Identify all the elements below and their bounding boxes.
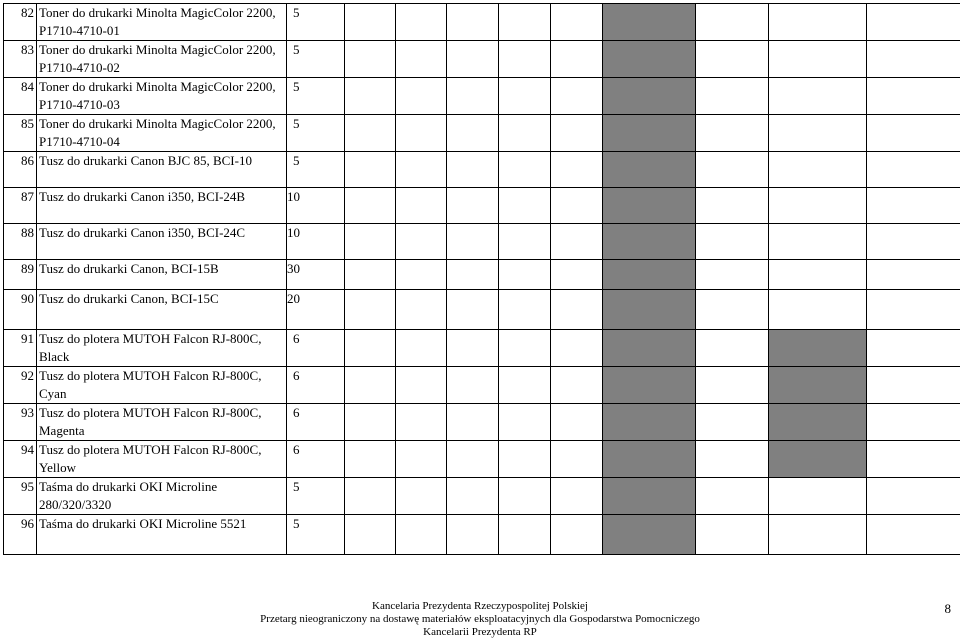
table-row bbox=[4, 478, 960, 515]
empty-cell bbox=[447, 115, 499, 152]
empty-cell bbox=[867, 404, 960, 441]
footer-line-1: Kancelaria Prezydenta Rzeczypospolitej Polskiej bbox=[372, 600, 588, 612]
empty-cell bbox=[447, 290, 499, 330]
shaded-cell bbox=[769, 367, 867, 404]
shaded-cell bbox=[603, 367, 696, 404]
empty-cell bbox=[551, 78, 603, 115]
footer-line-3: Kancelarii Prezydenta RP bbox=[423, 626, 537, 638]
empty-cell bbox=[769, 290, 867, 330]
shaded-cell bbox=[603, 115, 696, 152]
empty-cell bbox=[499, 478, 551, 515]
empty-cell bbox=[867, 188, 960, 224]
empty-cell bbox=[696, 152, 769, 188]
empty-cell bbox=[499, 404, 551, 441]
empty-cell bbox=[447, 260, 499, 290]
empty-cell bbox=[499, 188, 551, 224]
item-quantity: 5 bbox=[287, 41, 345, 78]
row-number: 92 bbox=[4, 367, 37, 404]
empty-cell bbox=[396, 478, 447, 515]
empty-cell bbox=[696, 441, 769, 478]
empty-cell bbox=[867, 224, 960, 260]
empty-cell bbox=[396, 404, 447, 441]
shaded-cell bbox=[769, 330, 867, 367]
empty-cell bbox=[499, 224, 551, 260]
empty-cell bbox=[396, 441, 447, 478]
row-number: 93 bbox=[4, 404, 37, 441]
empty-cell bbox=[867, 290, 960, 330]
table-row bbox=[4, 152, 960, 188]
empty-cell bbox=[396, 224, 447, 260]
shaded-cell bbox=[603, 78, 696, 115]
shaded-cell bbox=[603, 260, 696, 290]
item-quantity: 5 bbox=[287, 515, 345, 555]
empty-cell bbox=[867, 41, 960, 78]
empty-cell bbox=[769, 478, 867, 515]
item-quantity: 6 bbox=[287, 367, 345, 404]
item-quantity: 5 bbox=[287, 152, 345, 188]
page-number: 8 bbox=[944, 601, 951, 616]
item-description: Tusz do drukarki Canon i350, BCI-24B bbox=[37, 188, 287, 224]
empty-cell bbox=[696, 4, 769, 41]
empty-cell bbox=[345, 78, 396, 115]
empty-cell bbox=[499, 290, 551, 330]
empty-cell bbox=[867, 515, 960, 555]
empty-cell bbox=[396, 115, 447, 152]
empty-cell bbox=[447, 367, 499, 404]
item-description: Tusz do plotera MUTOH Falcon RJ-800C, Yellow bbox=[37, 441, 287, 478]
empty-cell bbox=[396, 41, 447, 78]
empty-cell bbox=[696, 78, 769, 115]
empty-cell bbox=[396, 152, 447, 188]
row-number: 89 bbox=[4, 260, 37, 290]
item-description: Toner do drukarki Minolta MagicColor 2200, P1710-4710-04 bbox=[37, 115, 287, 152]
empty-cell bbox=[551, 260, 603, 290]
shaded-cell bbox=[603, 188, 696, 224]
empty-cell bbox=[696, 478, 769, 515]
row-number: 84 bbox=[4, 78, 37, 115]
row-number: 90 bbox=[4, 290, 37, 330]
shaded-cell bbox=[603, 4, 696, 41]
empty-cell bbox=[551, 404, 603, 441]
page-footer bbox=[0, 598, 960, 640]
empty-cell bbox=[345, 152, 396, 188]
empty-cell bbox=[499, 260, 551, 290]
empty-cell bbox=[696, 188, 769, 224]
empty-cell bbox=[551, 290, 603, 330]
item-quantity: 10 bbox=[287, 224, 345, 260]
empty-cell bbox=[867, 115, 960, 152]
empty-cell bbox=[447, 188, 499, 224]
empty-cell bbox=[551, 441, 603, 478]
item-description: Taśma do drukarki OKI Microline 5521 bbox=[37, 515, 287, 555]
row-number: 95 bbox=[4, 478, 37, 515]
empty-cell bbox=[447, 152, 499, 188]
empty-cell bbox=[447, 478, 499, 515]
empty-cell bbox=[447, 41, 499, 78]
shaded-cell bbox=[603, 330, 696, 367]
empty-cell bbox=[551, 188, 603, 224]
empty-cell bbox=[345, 260, 396, 290]
empty-cell bbox=[769, 152, 867, 188]
empty-cell bbox=[867, 4, 960, 41]
shaded-cell bbox=[603, 515, 696, 555]
empty-cell bbox=[396, 260, 447, 290]
empty-cell bbox=[499, 4, 551, 41]
item-quantity: 30 bbox=[287, 260, 345, 290]
empty-cell bbox=[867, 478, 960, 515]
empty-cell bbox=[345, 115, 396, 152]
empty-cell bbox=[696, 115, 769, 152]
empty-cell bbox=[769, 115, 867, 152]
empty-cell bbox=[499, 367, 551, 404]
empty-cell bbox=[447, 404, 499, 441]
item-description: Toner do drukarki Minolta MagicColor 2200, P1710-4710-03 bbox=[37, 78, 287, 115]
item-description: Tusz do plotera MUTOH Falcon RJ-800C, Cyan bbox=[37, 367, 287, 404]
empty-cell bbox=[447, 515, 499, 555]
empty-cell bbox=[551, 367, 603, 404]
empty-cell bbox=[551, 41, 603, 78]
empty-cell bbox=[499, 515, 551, 555]
table-row bbox=[4, 115, 960, 152]
row-number: 85 bbox=[4, 115, 37, 152]
empty-cell bbox=[769, 260, 867, 290]
item-quantity: 5 bbox=[287, 4, 345, 41]
item-description: Tusz do drukarki Canon i350, BCI-24C bbox=[37, 224, 287, 260]
item-quantity: 5 bbox=[287, 478, 345, 515]
empty-cell bbox=[447, 441, 499, 478]
shaded-cell bbox=[603, 404, 696, 441]
empty-cell bbox=[696, 515, 769, 555]
empty-cell bbox=[499, 441, 551, 478]
row-number: 87 bbox=[4, 188, 37, 224]
empty-cell bbox=[447, 4, 499, 41]
empty-cell bbox=[696, 41, 769, 78]
empty-cell bbox=[345, 515, 396, 555]
empty-cell bbox=[345, 404, 396, 441]
empty-cell bbox=[345, 367, 396, 404]
empty-cell bbox=[396, 290, 447, 330]
empty-cell bbox=[769, 224, 867, 260]
empty-cell bbox=[551, 115, 603, 152]
table-row bbox=[4, 330, 960, 367]
empty-cell bbox=[345, 224, 396, 260]
item-quantity: 20 bbox=[287, 290, 345, 330]
item-quantity: 5 bbox=[287, 78, 345, 115]
row-number: 88 bbox=[4, 224, 37, 260]
shaded-cell bbox=[603, 224, 696, 260]
empty-cell bbox=[867, 367, 960, 404]
item-description: Toner do drukarki Minolta MagicColor 2200, P1710-4710-01 bbox=[37, 4, 287, 41]
table-row bbox=[4, 441, 960, 478]
shaded-cell bbox=[769, 441, 867, 478]
empty-cell bbox=[696, 330, 769, 367]
item-description: Toner do drukarki Minolta MagicColor 2200, P1710-4710-02 bbox=[37, 41, 287, 78]
row-number: 83 bbox=[4, 41, 37, 78]
table-row bbox=[4, 290, 960, 330]
empty-cell bbox=[696, 404, 769, 441]
empty-cell bbox=[551, 478, 603, 515]
empty-cell bbox=[345, 41, 396, 78]
empty-cell bbox=[769, 188, 867, 224]
table-row bbox=[4, 41, 960, 78]
shaded-cell bbox=[603, 478, 696, 515]
empty-cell bbox=[696, 260, 769, 290]
table-row bbox=[4, 188, 960, 224]
empty-cell bbox=[769, 4, 867, 41]
shaded-cell bbox=[603, 441, 696, 478]
empty-cell bbox=[345, 330, 396, 367]
table-row bbox=[4, 367, 960, 404]
footer-line-2: Przetarg nieograniczony na dostawę materiałów eksploatacyjnych dla Gospodarstwa Pomocniczego bbox=[260, 613, 700, 625]
empty-cell bbox=[499, 115, 551, 152]
table-row bbox=[4, 260, 960, 290]
row-number: 94 bbox=[4, 441, 37, 478]
table-row bbox=[4, 4, 960, 41]
empty-cell bbox=[396, 78, 447, 115]
item-description: Taśma do drukarki OKI Microline 280/320/3320 bbox=[37, 478, 287, 515]
item-quantity: 6 bbox=[287, 330, 345, 367]
empty-cell bbox=[499, 41, 551, 78]
empty-cell bbox=[551, 515, 603, 555]
empty-cell bbox=[345, 290, 396, 330]
item-description: Tusz do plotera MUTOH Falcon RJ-800C, Magenta bbox=[37, 404, 287, 441]
empty-cell bbox=[696, 224, 769, 260]
empty-cell bbox=[551, 152, 603, 188]
item-quantity: 6 bbox=[287, 404, 345, 441]
empty-cell bbox=[447, 224, 499, 260]
materials-table bbox=[3, 3, 960, 555]
empty-cell bbox=[396, 330, 447, 367]
empty-cell bbox=[769, 515, 867, 555]
item-description: Tusz do drukarki Canon BJC 85, BCI-10 bbox=[37, 152, 287, 188]
empty-cell bbox=[867, 260, 960, 290]
shaded-cell bbox=[769, 404, 867, 441]
item-description: Tusz do drukarki Canon, BCI-15B bbox=[37, 260, 287, 290]
row-number: 91 bbox=[4, 330, 37, 367]
empty-cell bbox=[345, 4, 396, 41]
empty-cell bbox=[447, 78, 499, 115]
empty-cell bbox=[396, 367, 447, 404]
item-quantity: 6 bbox=[287, 441, 345, 478]
empty-cell bbox=[345, 441, 396, 478]
table-row bbox=[4, 78, 960, 115]
empty-cell bbox=[551, 224, 603, 260]
empty-cell bbox=[867, 441, 960, 478]
shaded-cell bbox=[603, 41, 696, 78]
item-description: Tusz do plotera MUTOH Falcon RJ-800C, Black bbox=[37, 330, 287, 367]
table-row bbox=[4, 515, 960, 555]
item-quantity: 10 bbox=[287, 188, 345, 224]
empty-cell bbox=[396, 515, 447, 555]
empty-cell bbox=[396, 188, 447, 224]
table-row bbox=[4, 224, 960, 260]
row-number: 86 bbox=[4, 152, 37, 188]
item-quantity: 5 bbox=[287, 115, 345, 152]
shaded-cell bbox=[603, 290, 696, 330]
empty-cell bbox=[345, 188, 396, 224]
row-number: 82 bbox=[4, 4, 37, 41]
empty-cell bbox=[867, 330, 960, 367]
empty-cell bbox=[769, 78, 867, 115]
empty-cell bbox=[396, 4, 447, 41]
empty-cell bbox=[551, 4, 603, 41]
empty-cell bbox=[499, 78, 551, 115]
empty-cell bbox=[769, 41, 867, 78]
shaded-cell bbox=[603, 152, 696, 188]
empty-cell bbox=[499, 330, 551, 367]
row-number: 96 bbox=[4, 515, 37, 555]
empty-cell bbox=[551, 330, 603, 367]
empty-cell bbox=[867, 78, 960, 115]
empty-cell bbox=[696, 367, 769, 404]
empty-cell bbox=[499, 152, 551, 188]
empty-cell bbox=[867, 152, 960, 188]
empty-cell bbox=[696, 290, 769, 330]
empty-cell bbox=[345, 478, 396, 515]
empty-cell bbox=[447, 330, 499, 367]
table-row bbox=[4, 404, 960, 441]
item-description: Tusz do drukarki Canon, BCI-15C bbox=[37, 290, 287, 330]
